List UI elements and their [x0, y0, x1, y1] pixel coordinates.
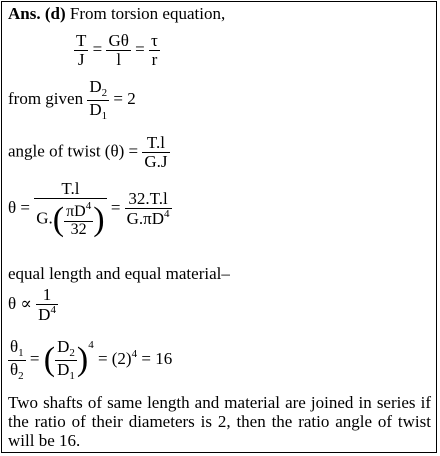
fraction-tl-over-g-pid4-32: T.l G.( $\frac{\pi D^4}{32}$ ) [36, 179, 105, 238]
fraction-tl-over-gj: $\frac{T.l}{G.J}$ [144, 133, 168, 171]
fraction-d2-over-d1-ratio: $\frac{D_2}{D_1}$ [57, 337, 75, 382]
fraction-tau-over-r: $\frac{\tau}{r}$ [151, 31, 158, 69]
given-line: from given $\frac{D_2}{D_1}$ = 2 [8, 77, 136, 122]
fraction-theta1-over-theta2: $\frac{\theta_1}{\theta_2}$ [10, 337, 24, 382]
torsion-equation: $\frac{T}{J}$ = $\frac{G\theta}{l}$ = $\frac{\tau}{r}$ [76, 31, 158, 69]
equal-length-text: equal length and equal material– [8, 264, 230, 283]
answer-label: Ans. (d) [8, 4, 66, 23]
fraction-t-over-j: $\frac{T}{J}$ [76, 31, 87, 69]
answer-box [1, 1, 437, 453]
fraction-d2-over-d1: $\frac{D_2}{D_1}$ [89, 77, 108, 122]
answer-heading [8, 4, 225, 24]
fraction-1-over-d4: $\frac{1}{D^4}$ [38, 285, 56, 324]
conclusion-paragraph: Two shafts of same length and material are joined in series if the ratio of their diameters is 2, then the ratio angle of twist will be 16. [8, 393, 431, 450]
fraction-32tl-over-gpid4: $\frac{32.T.l}{G.\pi D^4}$ [126, 189, 170, 229]
angle-of-twist-line: angle of twist (θ) = $\frac{T.l}{G.J}$ [8, 133, 168, 171]
fraction-gtheta-over-l: $\frac{G\theta}{l}$ [108, 31, 129, 69]
theta-equation: θ = T.l G.( $\frac{\pi D^4}{32}$ ) = $\frac{32.T.l}{G.\pi D^4}$ [8, 179, 170, 238]
answer-intro: From torsion equation, [69, 4, 226, 23]
ratio-equation: $\frac{\theta_1}{\theta_2}$ = ( $\frac{D_2}{D_1}$ )$^4 = (2)^4 = 16$ [10, 337, 173, 382]
proportionality-line: θ ∝ $\frac{1}{D^4}$ [8, 285, 56, 324]
